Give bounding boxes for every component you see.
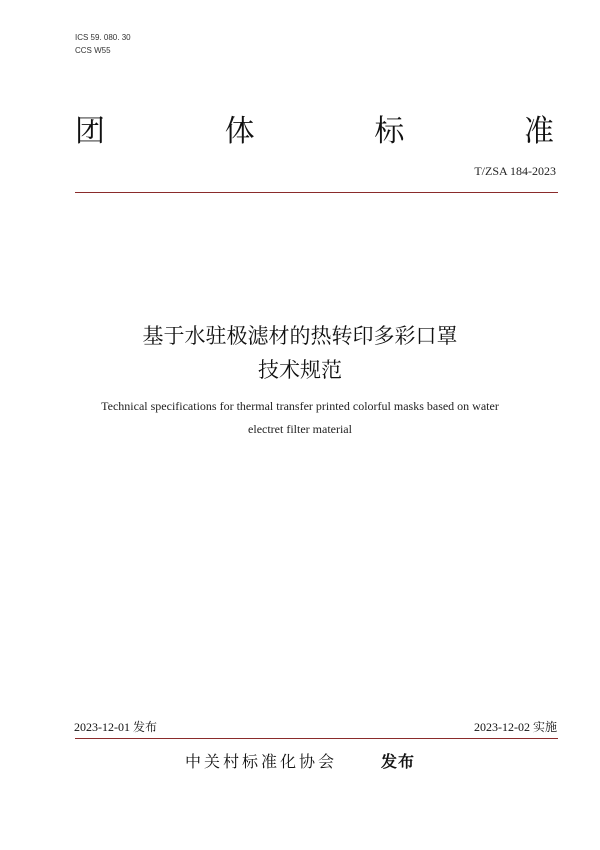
implement-date: 2023-12-02 实施 [474,720,557,734]
top-divider [75,192,558,193]
standard-type-char-2: 体 [224,114,255,149]
publish-label: 发布 [381,752,416,771]
standard-type-char-4: 准 [523,114,554,149]
ics-code: ICS 59. 080. 30 [75,33,131,42]
chinese-title-line-2: 技术规范 [258,358,342,382]
english-title-line-2: electret filter material [248,422,352,436]
publisher-line [0,749,600,772]
english-title [30,395,570,441]
issue-date: 2023-12-01 发布 [74,720,157,734]
ccs-code: CCS W55 [75,46,111,55]
standard-type-heading [75,108,554,148]
english-title-line-1: Technical specifications for thermal transfer printed colorful masks based on water [101,399,499,413]
classification-codes [75,31,131,57]
publisher-organization: 中关村标准化协会 [184,752,337,771]
standard-number: T/ZSA 184-2023 [474,164,556,178]
standard-type-char-1: 团 [75,114,105,149]
chinese-title-line-1: 基于水驻极滤材的热转印多彩口罩 [142,324,458,348]
standard-type-char-3: 标 [374,114,405,149]
bottom-divider [75,738,558,739]
chinese-title [0,319,600,387]
